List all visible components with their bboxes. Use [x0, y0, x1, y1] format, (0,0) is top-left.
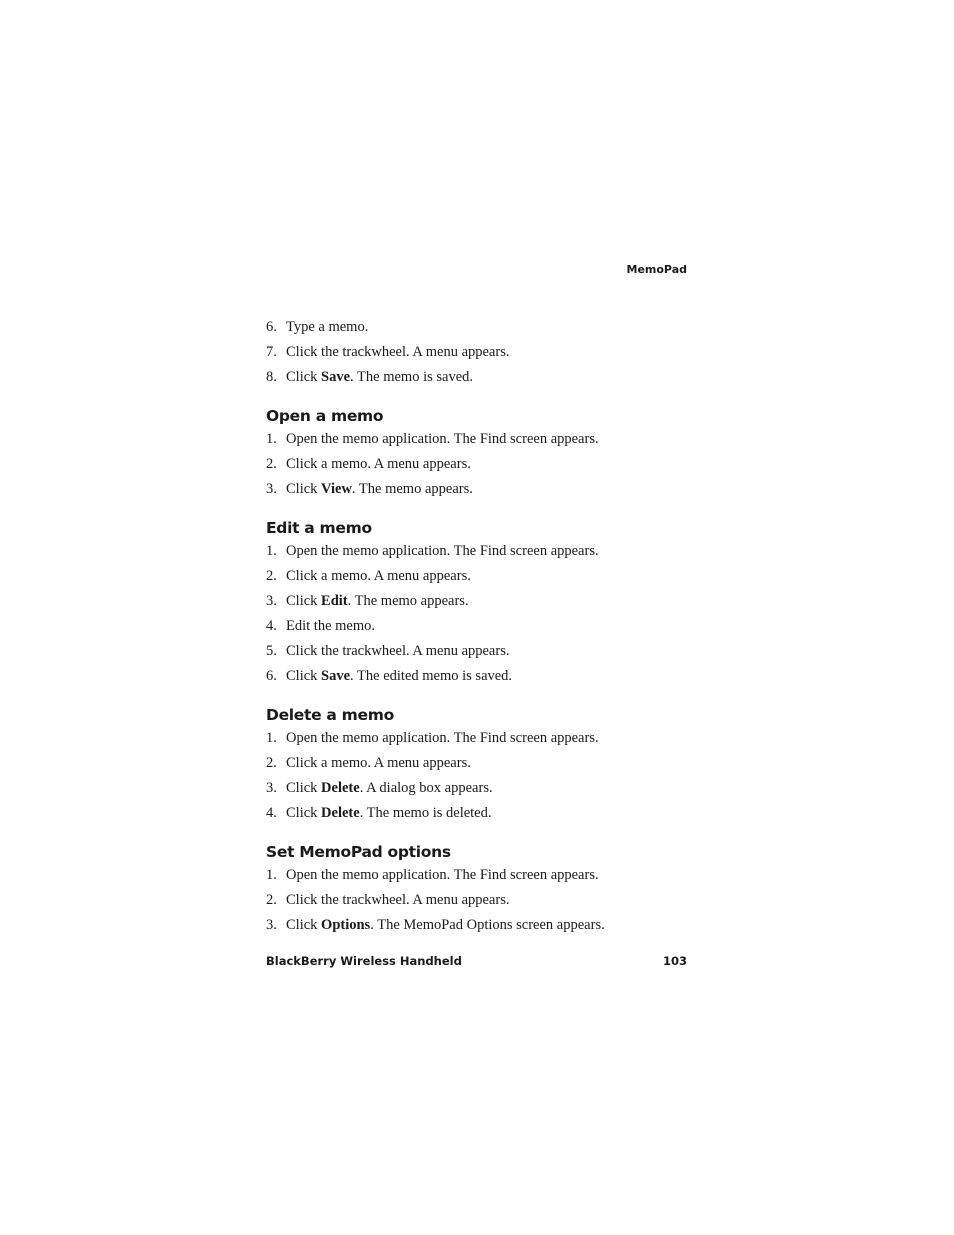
step-text: Click: [286, 369, 322, 385]
step-number: 3.: [266, 481, 277, 497]
step-list: [266, 866, 696, 941]
step-item: [266, 368, 696, 393]
step-item: [266, 891, 696, 916]
step-text-continued: . The memo is deleted.: [359, 805, 492, 821]
step-text-continued: . The memo appears.: [351, 481, 473, 497]
footer-page-number: 103: [662, 954, 687, 968]
step-text: Click the trackwheel. A menu appears.: [286, 344, 510, 360]
step-item: [266, 729, 696, 754]
step-item: [266, 667, 696, 692]
section-heading: Edit a memo: [266, 519, 372, 537]
page-content: [266, 318, 696, 941]
step-text: Click the trackwheel. A menu appears.: [286, 892, 510, 908]
procedure-section: [266, 406, 696, 505]
sections-container: [266, 406, 696, 941]
step-text-continued: . The memo appears.: [347, 593, 469, 609]
step-text: Open the memo application. The Find screen appears.: [286, 431, 599, 447]
step-text-continued: . A dialog box appears.: [359, 780, 493, 796]
step-list: [266, 430, 696, 505]
step-text: Open the memo application. The Find screen appears.: [286, 867, 599, 883]
section-heading: Delete a memo: [266, 706, 394, 724]
step-text-continued: . The MemoPad Options screen appears.: [370, 917, 605, 933]
step-item: [266, 866, 696, 891]
step-number: 3.: [266, 780, 277, 796]
step-item: [266, 754, 696, 779]
step-text: Click: [286, 593, 322, 609]
step-number: 1.: [266, 543, 277, 559]
step-text-continued: . The memo is saved.: [350, 369, 474, 385]
step-text: Click a memo. A menu appears.: [286, 456, 471, 472]
section-heading: Open a memo: [266, 407, 384, 425]
footer-book-title: BlackBerry Wireless Handheld: [266, 954, 462, 968]
step-text: Click a memo. A menu appears.: [286, 568, 471, 584]
step-command: View: [321, 481, 352, 497]
step-item: [266, 567, 696, 592]
step-number: 2.: [266, 755, 277, 771]
step-number: 7.: [266, 344, 277, 360]
procedure-section: [266, 842, 696, 941]
procedure-section: [266, 518, 696, 692]
step-text: Edit the memo.: [286, 618, 375, 634]
step-text: Click the trackwheel. A menu appears.: [286, 643, 510, 659]
step-number: 3.: [266, 917, 277, 933]
step-number: 4.: [266, 618, 277, 634]
step-item: [266, 916, 696, 941]
step-number: 2.: [266, 892, 277, 908]
step-text: Type a memo.: [286, 319, 369, 335]
step-command: Delete: [321, 780, 360, 796]
step-item: [266, 430, 696, 455]
step-number: 5.: [266, 643, 277, 659]
step-number: 3.: [266, 593, 277, 609]
page-footer: [266, 954, 687, 968]
section-heading: Set MemoPad options: [266, 843, 451, 861]
running-head: MemoPad: [626, 263, 687, 276]
step-item: [266, 592, 696, 617]
step-list: [266, 542, 696, 692]
intro-step-list: [266, 318, 696, 393]
step-list: [266, 729, 696, 829]
step-item: [266, 343, 696, 368]
step-number: 2.: [266, 456, 277, 472]
step-text: Click a memo. A menu appears.: [286, 755, 471, 771]
step-command: Save: [321, 369, 351, 385]
step-number: 8.: [266, 369, 277, 385]
step-text: Click: [286, 805, 322, 821]
step-item: [266, 642, 696, 667]
step-text: Click: [286, 780, 322, 796]
step-text: Open the memo application. The Find screen appears.: [286, 543, 599, 559]
step-command: Edit: [321, 593, 348, 609]
step-number: 2.: [266, 568, 277, 584]
step-item: [266, 318, 696, 343]
step-number: 1.: [266, 867, 277, 883]
step-item: [266, 480, 696, 505]
step-text: Open the memo application. The Find screen appears.: [286, 730, 599, 746]
step-number: 6.: [266, 668, 277, 684]
step-number: 6.: [266, 319, 277, 335]
step-item: [266, 617, 696, 642]
step-command: Save: [321, 668, 351, 684]
step-item: [266, 779, 696, 804]
step-command: Options: [321, 917, 371, 933]
step-number: 4.: [266, 805, 277, 821]
step-text: Click: [286, 481, 322, 497]
step-item: [266, 542, 696, 567]
step-item: [266, 804, 696, 829]
step-number: 1.: [266, 431, 277, 447]
step-item: [266, 455, 696, 480]
step-text: Click: [286, 917, 322, 933]
procedure-section: [266, 705, 696, 829]
step-command: Delete: [321, 805, 360, 821]
step-text: Click: [286, 668, 322, 684]
step-number: 1.: [266, 730, 277, 746]
step-text-continued: . The edited memo is saved.: [350, 668, 513, 684]
